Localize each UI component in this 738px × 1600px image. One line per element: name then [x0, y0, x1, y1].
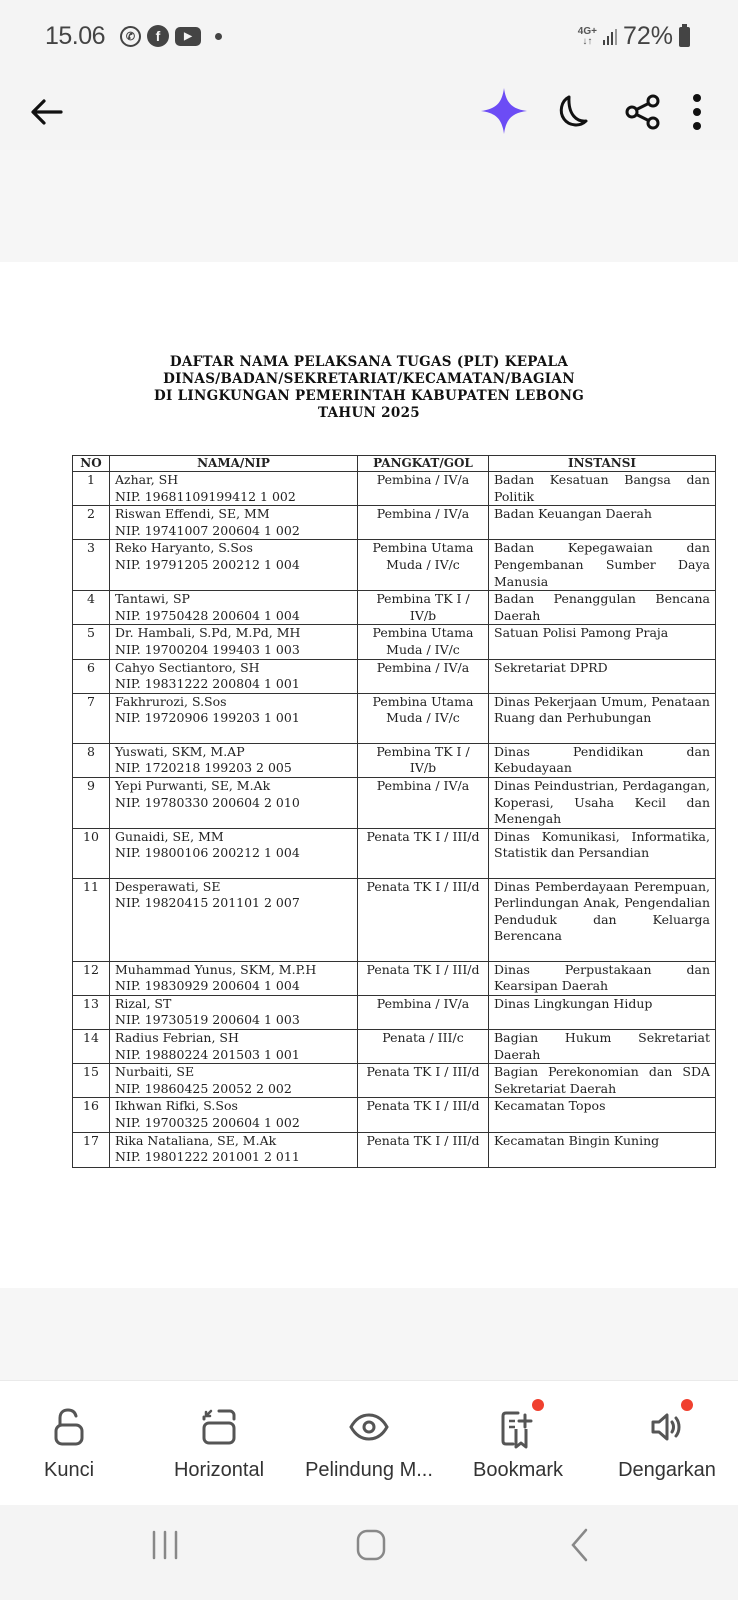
recent-apps-icon	[148, 1528, 182, 1562]
rank-grade-cell: Pembina Utama Muda / IV/c	[358, 540, 489, 591]
bottom-toolbar	[0, 1380, 738, 1506]
network-label: 4G+	[577, 25, 597, 37]
name-nip-cell	[110, 1030, 358, 1064]
employee-name: Yepi Purwanti, SE, M.Ak	[115, 777, 271, 793]
name-nip-cell	[110, 506, 358, 540]
rank-grade-cell: Pembina / IV/a	[358, 995, 489, 1029]
table-row	[73, 743, 716, 777]
row-number: 8	[73, 743, 110, 777]
column-header-no: NO	[73, 456, 110, 472]
employee-nip: NIP. 19800106 200212 1 004	[115, 845, 300, 861]
institution-cell: Sekretariat DPRD	[489, 659, 716, 693]
table-header-row	[73, 456, 716, 472]
document-title	[0, 354, 738, 422]
institution-cell: Bagian Hukum Sekretariat Daerah	[489, 1030, 716, 1064]
row-number: 2	[73, 506, 110, 540]
institution-cell: Dinas Lingkungan Hidup	[489, 995, 716, 1029]
lock-open-icon	[51, 1407, 87, 1447]
name-nip-cell	[110, 878, 358, 961]
institution-cell: Dinas Pekerjaan Umum, Penataan Ruang dan Perhubungan	[489, 693, 716, 743]
name-nip-cell	[110, 995, 358, 1029]
table-row	[73, 1064, 716, 1098]
rank-grade-cell: Pembina / IV/a	[358, 659, 489, 693]
document-page[interactable]	[0, 262, 738, 1288]
row-number: 1	[73, 472, 110, 506]
name-nip-cell	[110, 472, 358, 506]
employee-name: Fakhrurozi, S.Sos	[115, 693, 227, 709]
title-line: TAHUN 2025	[318, 405, 420, 421]
employee-name: Riswan Effendi, SE, MM	[115, 506, 270, 522]
table-row	[73, 693, 716, 743]
employee-nip: NIP. 19860425 20052 2 002	[115, 1080, 292, 1096]
row-number: 10	[73, 828, 110, 878]
speaker-icon	[647, 1407, 687, 1447]
night-mode-moon-icon	[553, 92, 593, 132]
bookmark-add-icon	[498, 1405, 538, 1449]
listen-badge	[681, 1399, 693, 1411]
rotate-horizontal-icon	[199, 1407, 239, 1447]
row-number: 13	[73, 995, 110, 1029]
table-row	[73, 1098, 716, 1132]
row-number: 14	[73, 1030, 110, 1064]
horizontal-button[interactable]	[144, 1381, 294, 1506]
table-row	[73, 659, 716, 693]
lock-icon-wrap	[47, 1405, 91, 1449]
employee-name: Cahyo Sectiantoro, SH	[115, 659, 260, 675]
institution-cell: Dinas Pendidikan dan Kebudayaan	[489, 743, 716, 777]
row-number: 4	[73, 591, 110, 625]
name-nip-cell	[110, 1098, 358, 1132]
employee-nip: NIP. 19730519 200604 1 003	[115, 1012, 300, 1028]
column-header-instansi: INSTANSI	[489, 456, 716, 472]
rank-grade-cell: Penata TK I / III/d	[358, 1098, 489, 1132]
table-row	[73, 995, 716, 1029]
institution-cell: Dinas Komunikasi, Informatika, Statistik dan Persandian	[489, 828, 716, 878]
speaker-icon-wrap	[645, 1405, 689, 1449]
back-nav-button[interactable]	[544, 1520, 614, 1570]
rank-grade-cell: Penata TK I / III/d	[358, 961, 489, 995]
rank-grade-cell: Penata TK I / III/d	[358, 828, 489, 878]
listen-button[interactable]	[592, 1381, 738, 1506]
rank-grade-cell: Pembina Utama Muda / IV/c	[358, 625, 489, 659]
employee-name: Dr. Hambali, S.Pd, M.Pd, MH	[115, 625, 301, 641]
status-time: 15.06	[45, 22, 106, 50]
name-nip-cell	[110, 777, 358, 828]
battery-icon	[679, 27, 690, 47]
title-line: DAFTAR NAMA PELAKSANA TUGAS (PLT) KEPALA	[169, 354, 569, 370]
bookmark-label: Bookmark	[472, 1459, 564, 1481]
row-number: 3	[73, 540, 110, 591]
institution-cell: Bagian Perekonomian dan SDA Sekretariat Daerah	[489, 1064, 716, 1098]
institution-cell: Kecamatan Topos	[489, 1098, 716, 1132]
row-number: 5	[73, 625, 110, 659]
title-line: DI LINGKUNGAN PEMERINTAH KABUPATEN LEBONG	[153, 388, 585, 404]
eye-icon-wrap	[347, 1405, 391, 1449]
employee-nip: NIP. 19830929 200604 1 004	[115, 978, 300, 994]
employee-nip: NIP. 1720218 199203 2 005	[115, 760, 292, 776]
signal-icon	[603, 29, 617, 45]
name-nip-cell	[110, 591, 358, 625]
employee-name: Yuswati, SKM, M.AP	[115, 743, 245, 759]
employee-nip: NIP. 19801222 201001 2 011	[115, 1149, 300, 1165]
table-row	[73, 1030, 716, 1064]
employee-name: Radius Febrian, SH	[115, 1030, 239, 1046]
name-nip-cell	[110, 961, 358, 995]
employee-name: Reko Haryanto, S.Sos	[115, 540, 253, 556]
row-number: 9	[73, 777, 110, 828]
row-number: 6	[73, 659, 110, 693]
table-row	[73, 777, 716, 828]
rank-grade-cell: Penata / III/c	[358, 1030, 489, 1064]
title-line: DINAS/BADAN/SEKRETARIAT/KECAMATAN/BAGIAN	[163, 371, 575, 387]
employee-nip: NIP. 19780330 200604 2 010	[115, 794, 300, 810]
back-chevron-icon	[562, 1528, 596, 1562]
row-number: 15	[73, 1064, 110, 1098]
name-nip-cell	[110, 625, 358, 659]
rank-grade-cell: Penata TK I / III/d	[358, 1132, 489, 1167]
bookmark-icon-wrap	[496, 1405, 540, 1449]
name-nip-cell	[110, 1064, 358, 1098]
employee-nip: NIP. 19741007 200604 1 002	[115, 522, 300, 538]
rank-grade-cell: Penata TK I / III/d	[358, 878, 489, 961]
row-number: 11	[73, 878, 110, 961]
listen-label: Dengarkan	[618, 1459, 716, 1481]
battery-level: 72%	[622, 22, 673, 50]
employee-name: Muhammad Yunus, SKM, M.P.H	[115, 961, 317, 977]
institution-cell: Badan Kepegawaian dan Pengembanan Sumber Daya Manusia	[489, 540, 716, 591]
home-button[interactable]	[336, 1520, 406, 1570]
network-type: 4G+ ↓↑	[577, 25, 597, 47]
rank-grade-cell: Pembina / IV/a	[358, 777, 489, 828]
employee-name: Tantawi, SP	[115, 591, 190, 607]
row-number: 16	[73, 1098, 110, 1132]
facebook-icon: f	[147, 25, 169, 47]
employee-nip: NIP. 19700204 199403 1 003	[115, 641, 300, 657]
plt-table	[72, 455, 716, 1168]
share-button[interactable]	[618, 87, 668, 137]
employee-name: Nurbaiti, SE	[115, 1064, 195, 1080]
table-row	[73, 625, 716, 659]
name-nip-cell	[110, 828, 358, 878]
employee-nip: NIP. 19700325 200604 1 002	[115, 1115, 300, 1131]
institution-cell: Badan Penanggulan Bencana Daerah	[489, 591, 716, 625]
bookmark-badge	[532, 1399, 544, 1411]
column-header-pangkat-gol: PANGKAT/GOL	[358, 456, 489, 472]
employee-name: Azhar, SH	[115, 472, 179, 487]
column-header-nama-nip: NAMA/NIP	[110, 456, 358, 472]
table-row	[73, 828, 716, 878]
employee-nip: NIP. 19791205 200212 1 004	[115, 556, 300, 572]
name-nip-cell	[110, 743, 358, 777]
eye-protection-label: Pelindung M...	[305, 1459, 433, 1481]
name-nip-cell	[110, 693, 358, 743]
rank-grade-cell: Pembina Utama Muda / IV/c	[358, 693, 489, 743]
institution-cell: Dinas Peindustrian, Perdagangan, Koperasi, Usaha Kecil dan Menengah	[489, 777, 716, 828]
employee-name: Rika Nataliana, SE, M.Ak	[115, 1132, 277, 1148]
employee-nip: NIP. 19720906 199203 1 001	[115, 710, 300, 726]
rank-grade-cell: Pembina / IV/a	[358, 472, 489, 506]
institution-cell: Satuan Polisi Pamong Praja	[489, 625, 716, 659]
institution-cell: Dinas Perpustakaan dan Kearsipan Daerah	[489, 961, 716, 995]
lock-label: Kunci	[43, 1459, 95, 1481]
employee-nip: NIP. 19750428 200604 1 004	[115, 607, 300, 623]
share-icon	[623, 92, 663, 132]
row-number: 17	[73, 1132, 110, 1167]
home-icon	[354, 1528, 388, 1562]
recent-apps-button[interactable]	[130, 1520, 200, 1570]
rank-grade-cell: Pembina TK I / IV/b	[358, 743, 489, 777]
whatsapp-icon: ✆	[120, 26, 141, 47]
employee-nip: NIP. 19831222 200804 1 001	[115, 676, 300, 692]
employee-nip: NIP. 19681109199412 1 002	[115, 488, 296, 504]
name-nip-cell	[110, 659, 358, 693]
table-row	[73, 878, 716, 961]
more-options-button[interactable]	[682, 87, 712, 137]
table-row	[73, 591, 716, 625]
more-vertical-icon	[691, 92, 703, 132]
lock-button[interactable]	[0, 1381, 144, 1506]
youtube-icon: ▶	[175, 27, 201, 46]
employee-name: Rizal, ST	[115, 995, 172, 1011]
rank-grade-cell: Pembina TK I / IV/b	[358, 591, 489, 625]
night-mode-button[interactable]	[548, 87, 598, 137]
institution-cell: Badan Kesatuan Bangsa dan Politik	[489, 472, 716, 506]
table-row	[73, 961, 716, 995]
horizontal-label: Horizontal	[173, 1459, 265, 1481]
employee-name: Ikhwan Rifki, S.Sos	[115, 1098, 238, 1114]
notification-icons	[120, 25, 222, 47]
back-button[interactable]	[22, 87, 72, 137]
employee-nip: NIP. 19880224 201503 1 001	[115, 1046, 300, 1062]
name-nip-cell	[110, 540, 358, 591]
table-row	[73, 1132, 716, 1167]
rank-grade-cell: Penata TK I / III/d	[358, 1064, 489, 1098]
employee-name: Gunaidi, SE, MM	[115, 828, 224, 844]
eye-protection-button[interactable]	[294, 1381, 444, 1506]
institution-cell: Badan Keuangan Daerah	[489, 506, 716, 540]
ai-sparkle-icon	[480, 87, 528, 135]
table-row	[73, 540, 716, 591]
employee-nip: NIP. 19820415 201101 2 007	[115, 895, 300, 911]
institution-cell: Kecamatan Bingin Kuning	[489, 1132, 716, 1167]
bookmark-button[interactable]	[443, 1381, 593, 1506]
ai-assistant-button[interactable]	[478, 85, 530, 137]
row-number: 12	[73, 961, 110, 995]
back-arrow-icon	[27, 92, 67, 132]
rank-grade-cell: Pembina / IV/a	[358, 506, 489, 540]
eye-icon	[348, 1407, 390, 1447]
status-right	[578, 22, 690, 51]
table-row	[73, 472, 716, 506]
system-nav-bar	[0, 1505, 738, 1600]
employee-name: Desperawati, SE	[115, 878, 221, 894]
status-bar	[0, 0, 738, 75]
name-nip-cell	[110, 1132, 358, 1167]
more-notifications-dot-icon	[215, 33, 222, 40]
row-number: 7	[73, 693, 110, 743]
app-bar	[0, 75, 738, 150]
institution-cell: Dinas Pemberdayaan Perempuan, Perlindungan Anak, Pengendalian Penduduk dan Keluarga Berencana	[489, 878, 716, 961]
table-row	[73, 506, 716, 540]
horizontal-icon-wrap	[197, 1405, 241, 1449]
